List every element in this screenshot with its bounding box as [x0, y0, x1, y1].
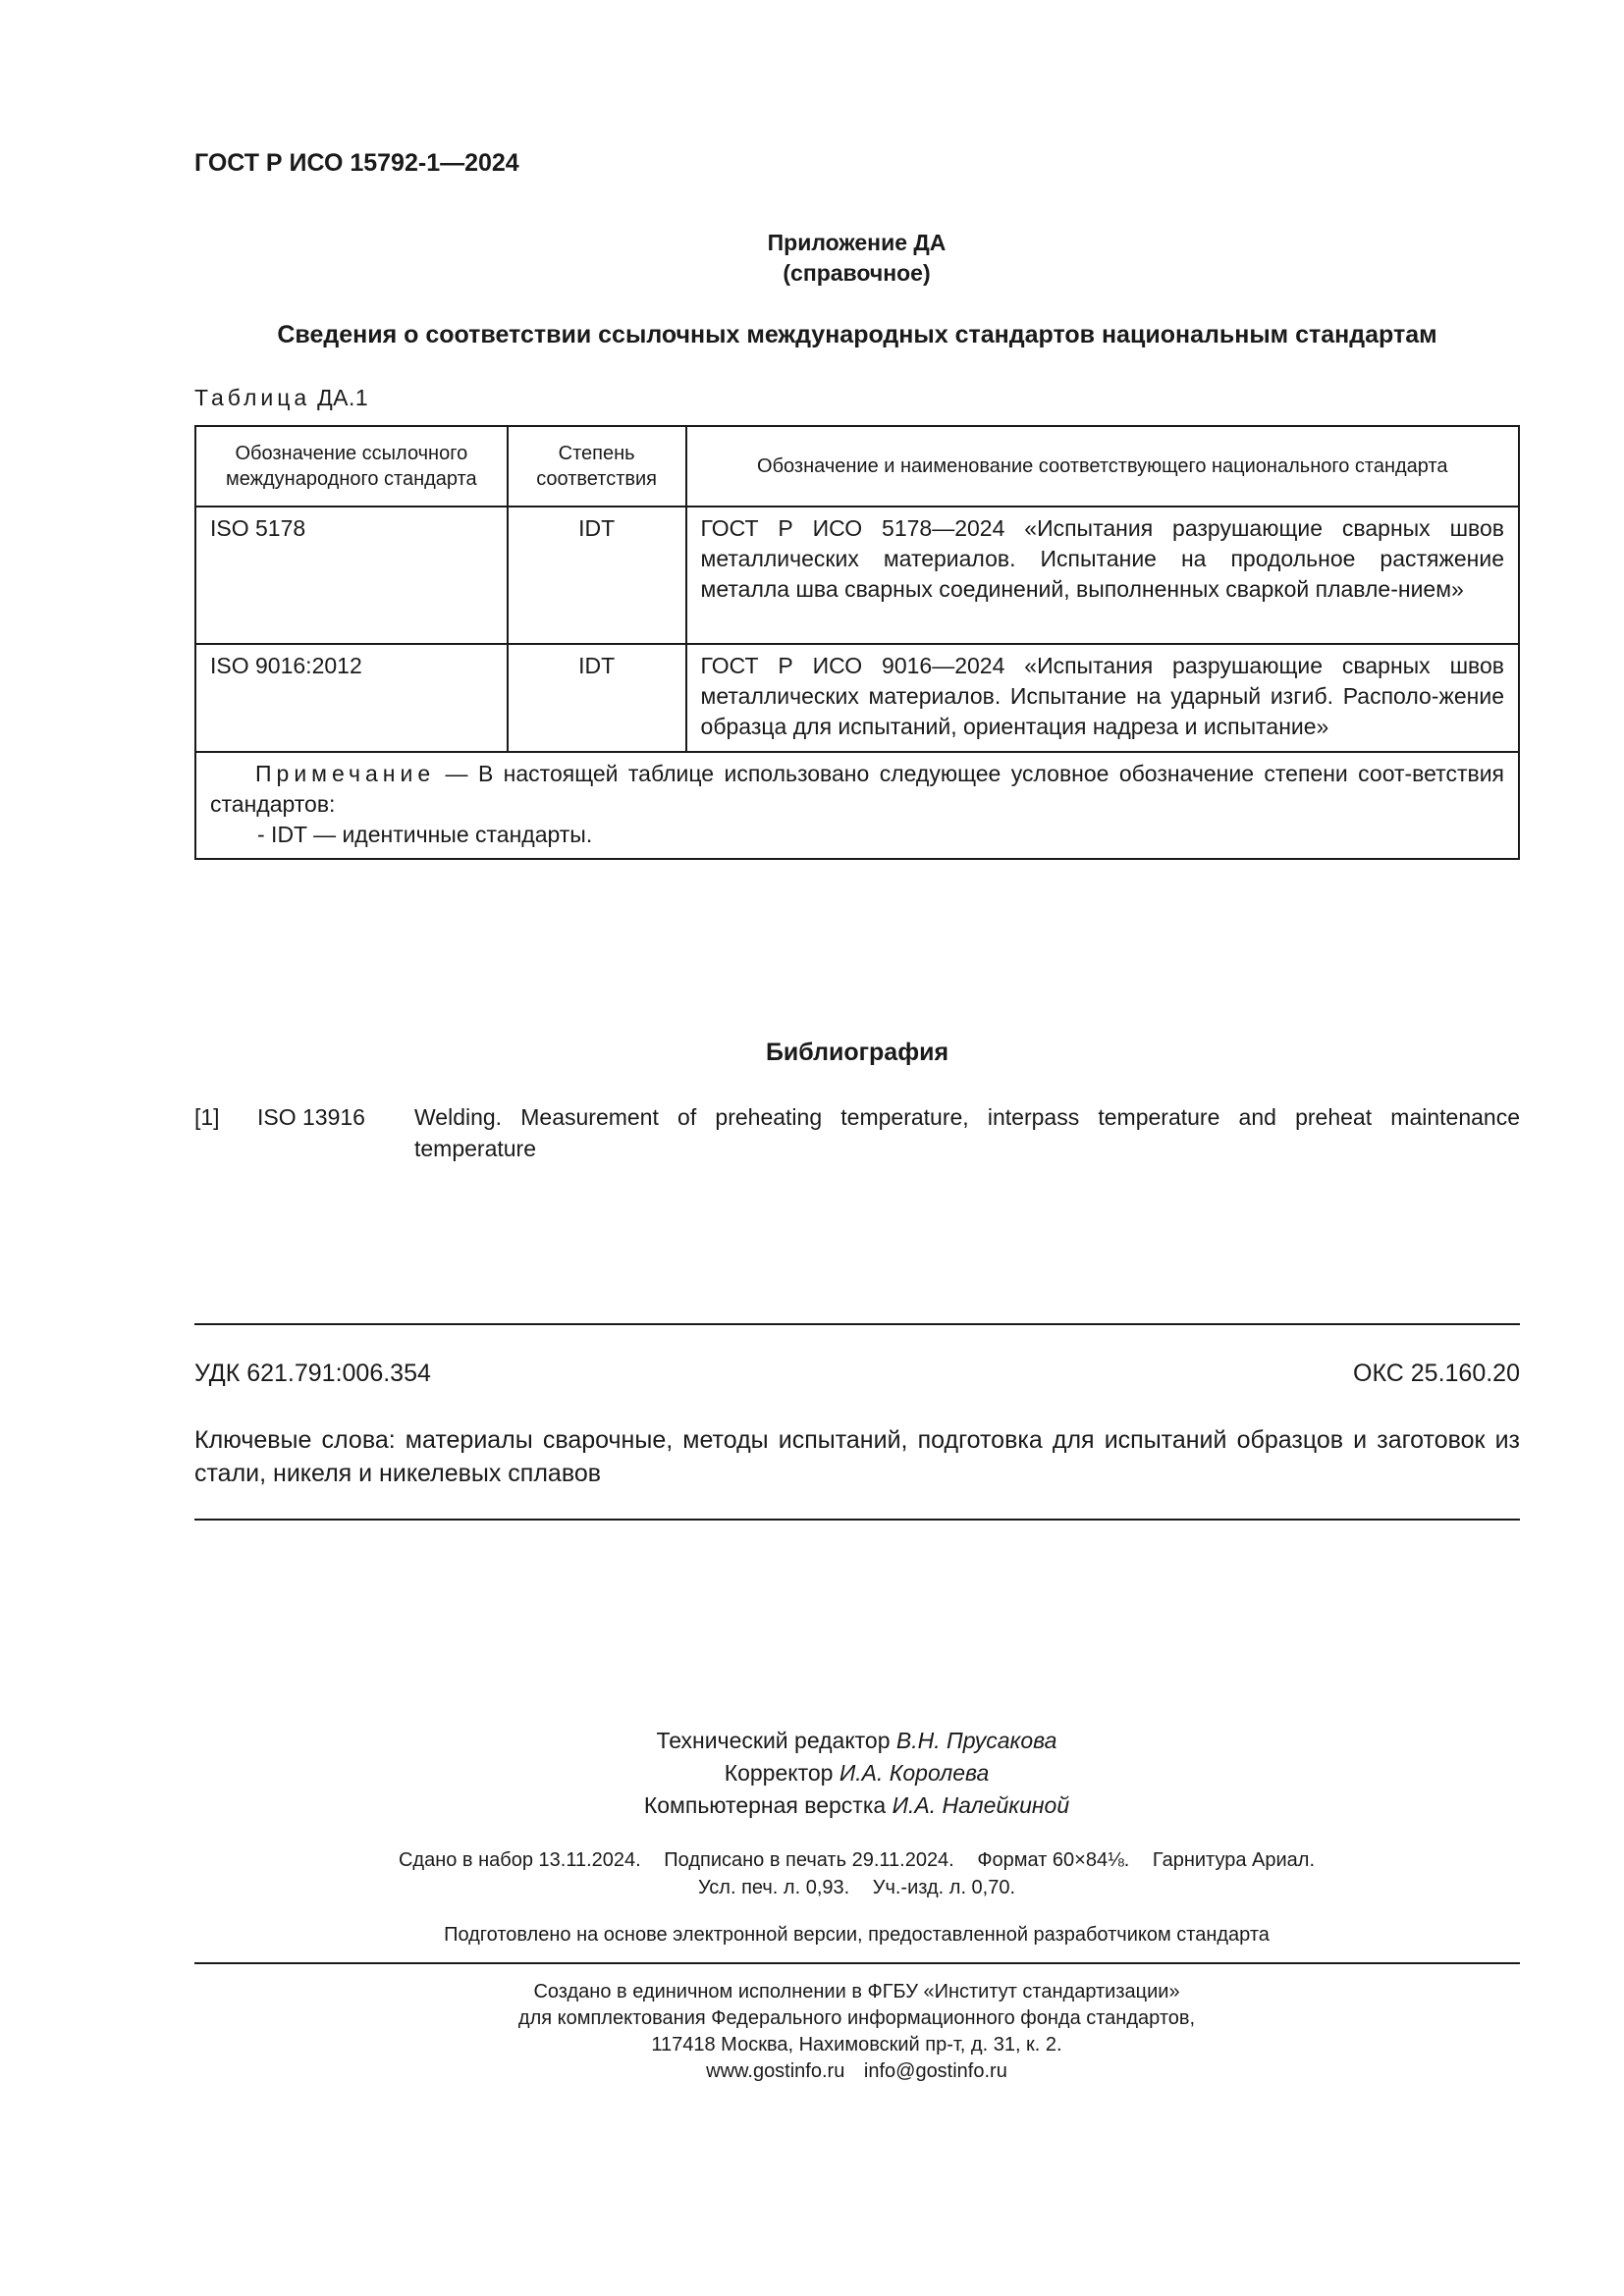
- credit-role: Корректор: [724, 1760, 834, 1786]
- imprint-font: Гарнитура Ариал.: [1152, 1849, 1316, 1871]
- header-cell-national: Обозначение и наименование соответствующего национального стандарта: [686, 426, 1519, 507]
- table-note-row: [195, 752, 1519, 859]
- publisher-email-link[interactable]: info@gostinfo.ru: [863, 2060, 1007, 2082]
- credit-person: И.А. Налейкиной: [892, 1792, 1070, 1818]
- header-cell-degree: Степень соответствия: [508, 426, 686, 507]
- table-caption-number: ДА.1: [317, 385, 369, 410]
- credit-person: И.А. Королева: [839, 1760, 990, 1786]
- divider-middle: [194, 1519, 1520, 1521]
- credits-block: [0, 1725, 1624, 1822]
- oks-code: ОКС 25.160.20: [1353, 1360, 1520, 1387]
- bibliography-code: ISO 13916: [257, 1104, 365, 1130]
- annex-subtitle: (справочное): [783, 260, 931, 286]
- imprint-line-2: [0, 1874, 1624, 1901]
- publisher-line-2: для комплектования Федерального информационного фонда стандартов,: [517, 2007, 1196, 2029]
- imprint-pub-sheets: Уч.-изд. л. 0,70.: [872, 1877, 1016, 1898]
- publisher-block: [0, 1979, 1624, 2085]
- note-text-line: [210, 759, 1504, 820]
- note-label: Примечание: [255, 761, 436, 786]
- cell-national-standard: ГОСТ Р ИСО 5178—2024 «Испытания разрушающие сварных швов металлических материалов. Испытание на продольное растяжение металла шва сварных соединений, выполненных сваркой плавле-нием»: [686, 507, 1519, 644]
- cell-degree: IDT: [508, 644, 686, 752]
- correspondence-table: [194, 425, 1520, 860]
- divider-top: [194, 1323, 1520, 1325]
- note-text: — В настоящей таблице использовано следующее условное обозначение степени соот-ветствия стандартов:: [210, 761, 1504, 817]
- table-row: [195, 507, 1519, 644]
- bibliography-title: Библиография: [765, 1039, 949, 1066]
- publisher-contacts: [0, 2058, 1624, 2085]
- credit-line: [0, 1725, 1624, 1757]
- table-caption-prefix: Таблица: [194, 385, 311, 410]
- table-caption: [194, 385, 368, 411]
- note-list-item: - IDT — идентичные стандарты.: [257, 822, 593, 847]
- imprint-line-1: [0, 1846, 1624, 1874]
- header-cell-reference: Обозначение ссылочного международного стандарта: [195, 426, 508, 507]
- imprint-format: Формат 60×84⅛.: [977, 1849, 1130, 1871]
- bibliography-number: [1]: [194, 1104, 220, 1130]
- divider-bottom: [194, 1962, 1520, 1964]
- cell-reference-code: ISO 9016:2012: [195, 644, 508, 752]
- table-header-row: [195, 426, 1519, 507]
- udk-code: УДК 621.791:006.354: [194, 1360, 431, 1387]
- credit-person: В.Н. Прусакова: [895, 1728, 1057, 1753]
- cell-national-standard: ГОСТ Р ИСО 9016—2024 «Испытания разрушающие сварных швов металлических материалов. Испытание на ударный изгиб. Располо-жение образца для испытаний, ориентация надреза и испытание»: [686, 644, 1519, 752]
- credit-role: Технический редактор: [656, 1728, 891, 1753]
- cell-degree: IDT: [508, 507, 686, 644]
- imprint-block: [0, 1846, 1624, 1901]
- imprint-print-sheets: Усл. печ. л. 0,93.: [697, 1877, 850, 1898]
- credit-line: [0, 1789, 1624, 1822]
- table-row: [195, 644, 1519, 752]
- publisher-website-link[interactable]: www.gostinfo.ru: [706, 2060, 845, 2082]
- table-note: [195, 752, 1519, 859]
- imprint-signed: Подписано в печать 29.11.2024.: [664, 1849, 954, 1871]
- keywords: Ключевые слова: материалы сварочные, методы испытаний, подготовка для испытаний образцов и заготовок из стали, никеля и никелевых сплавов: [194, 1426, 1520, 1487]
- document-number: ГОСТ Р ИСО 15792-1—2024: [194, 149, 519, 177]
- credit-line: [0, 1757, 1624, 1789]
- imprint-submitted: Сдано в набор 13.11.2024.: [398, 1849, 641, 1871]
- publisher-address: 117418 Москва, Нахимовский пр-т, д. 31, к. 2.: [651, 2034, 1062, 2056]
- prepared-note: Подготовлено на основе электронной версии, предоставленной разработчиком стандарта: [444, 1924, 1270, 1946]
- credit-role: Компьютерная верстка: [643, 1792, 887, 1818]
- bibliography-entry-title: Welding. Measurement of preheating temperature, interpass temperature and preheat maintenance temperature: [414, 1104, 1520, 1161]
- annex-title: Приложение ДА: [767, 230, 947, 255]
- cell-reference-code: ISO 5178: [195, 507, 508, 644]
- publisher-line-1: Создано в единичном исполнении в ФГБУ «Институт стандартизации»: [533, 1981, 1180, 2002]
- annex-heading: Сведения о соответствии ссылочных международных стандартов национальным стандартам: [277, 321, 1437, 348]
